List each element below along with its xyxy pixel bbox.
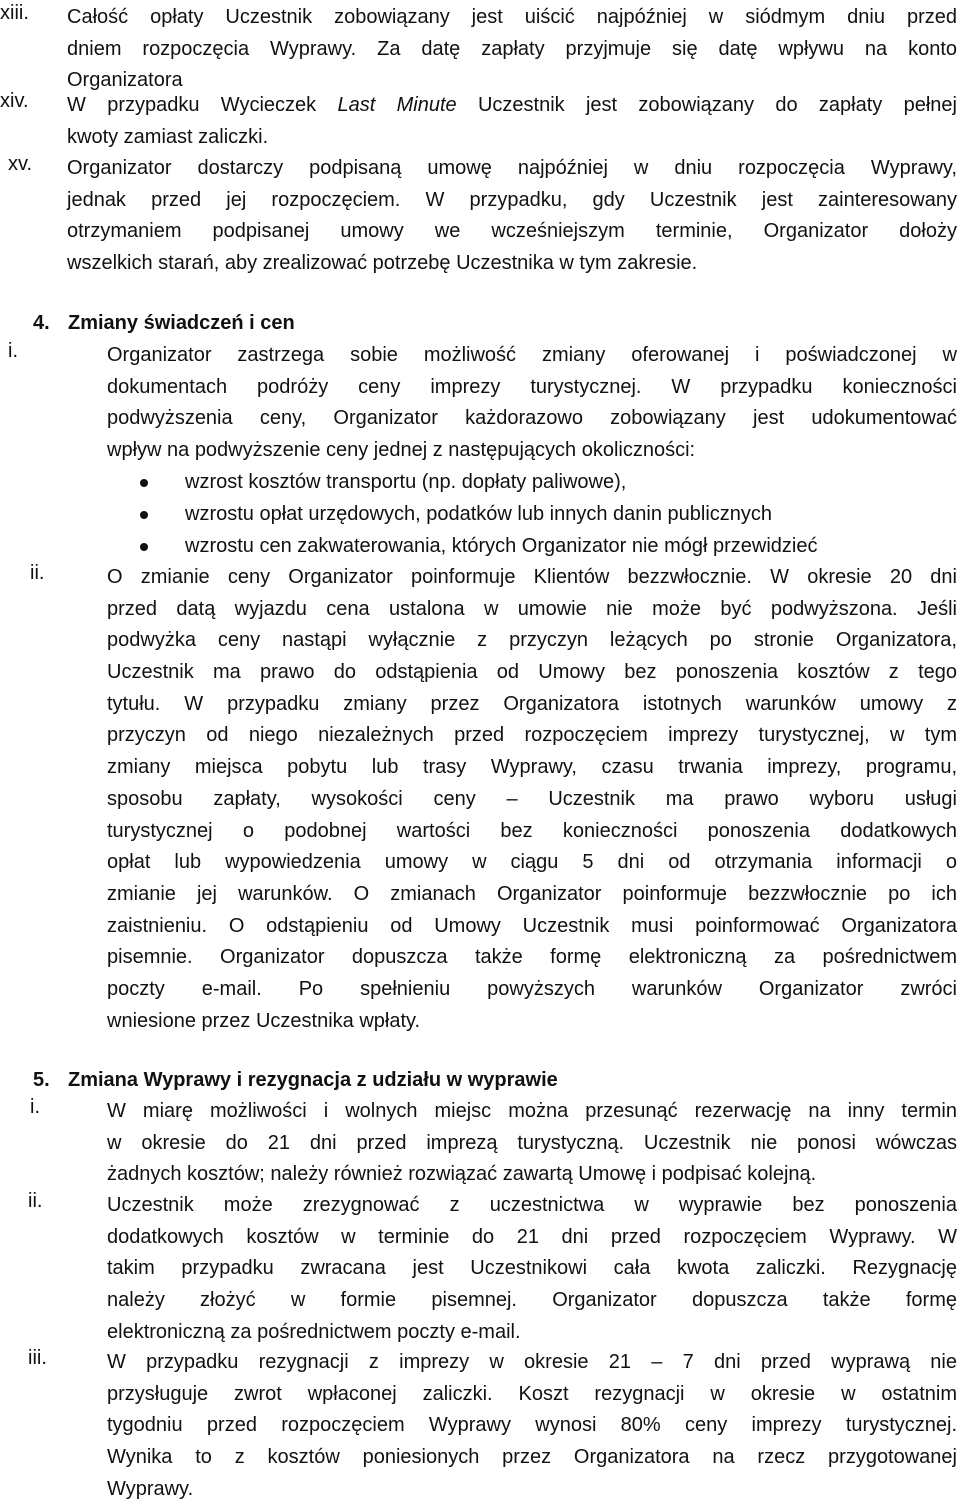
clause-text (67, 2, 957, 97)
text-line: takim przypadku zwracana jest Uczestnikowi cała kwota zaliczki. Rezygnację (107, 1257, 957, 1280)
text-line: Organizator dostarczy podpisaną umowę najpóźniej w dniu rozpoczęcia Wyprawy, (67, 157, 957, 179)
bullet-icon (140, 543, 148, 551)
text-line: tygodniu przed rozpoczęciem Wyprawy wynosi 80% ceny imprezy turystycznej. (107, 1414, 957, 1437)
text-line: Wyprawy. (107, 1477, 194, 1500)
clause-number: ii. (28, 1190, 43, 1212)
text-line: Uczestnik może zrezygnować z uczestnictwa w wyprawie bez ponoszenia (107, 1194, 957, 1216)
text-line: kwoty zamiast zaliczki. (67, 125, 269, 148)
bullet-text: wzrostu cen zakwaterowania, których Organizator nie mógł przewidzieć (185, 535, 818, 557)
text-line: należy złożyć w formie pisemnej. Organizator dopuszcza także formę (107, 1289, 957, 1312)
clause-text (107, 340, 957, 467)
text-line: Całość opłaty Uczestnik zobowiązany jest uiścić najpóźniej w siódmym dniu przed (67, 6, 957, 28)
bullet-item (107, 499, 957, 531)
text-line: zmiany miejsca pobytu lub trasy Wyprawy, czasu trwania imprezy, programu, (107, 756, 957, 779)
clause-number: ii. (30, 562, 45, 584)
text-line: podwyższenia ceny, Organizator każdorazowo zobowiązany jest udokumentować (107, 407, 957, 430)
text-line: wniesione przez Uczestnika wpłaty. (107, 1009, 421, 1032)
text-line: W przypadku rezygnacji z imprezy w okresie 21 – 7 dni przed wyprawą nie (107, 1351, 957, 1373)
text-line: dodatkowych kosztów w terminie do 21 dni przed rozpoczęciem Wyprawy. W (107, 1225, 957, 1248)
text-line: zaistnieniu. O odstąpieniu od Umowy Uczestnik musi poinformować Organizatora (107, 914, 957, 937)
clause-number: xv. (8, 153, 33, 175)
text-line: przyczyn od niego niezależnych przed rozpoczęciem imprezy turystycznej, w tym (107, 724, 957, 747)
text-line: podwyżka ceny nastąpi wyłącznie z przyczyn leżących po stronie Organizatora, (107, 629, 957, 652)
clause-text (107, 1347, 957, 1505)
clause-number: xiv. (0, 90, 29, 112)
text-line: otrzymaniem podpisanej umowy we wcześniejszym terminie, Organizator dołoży (67, 220, 957, 243)
clause-text (107, 1096, 957, 1191)
text-line: dniem rozpoczęcia Wyprawy. Za datę zapłaty przyjmuje się datę wpływu na konto (67, 37, 957, 60)
clause-number: xiii. (0, 2, 29, 24)
clause-text (67, 90, 957, 153)
text-line: zmianie jej warunków. O zmianach Organizator poinformuje bezzwłocznie po ich (107, 882, 957, 905)
text-line: W miarę możliwości i wolnych miejsc można przesunąć rezerwację na inny termin (107, 1100, 957, 1122)
text-line: Uczestnik ma prawo do odstąpienia od Umowy bez ponoszenia kosztów z tego (107, 661, 957, 684)
text-line: wszelkich starań, aby zrealizować potrzebę Uczestnika w tym zakresie. (67, 252, 698, 275)
bullet-icon (140, 479, 148, 487)
clause-text (67, 153, 957, 280)
clause-number: i. (8, 340, 18, 362)
bullet-item (107, 531, 957, 563)
text-line: turystycznej o podobnej wartości bez konieczności ponoszenia dodatkowych (107, 819, 957, 842)
section-number: 5. (33, 1069, 50, 1091)
text-line: elektroniczną za pośrednictwem poczty e-mail. (107, 1320, 521, 1343)
text-line: O zmianie ceny Organizator poinformuje Klientów bezzwłocznie. W okresie 20 dni (107, 566, 957, 588)
bullet-text: wzrost kosztów transportu (np. dopłaty paliwowe), (185, 471, 627, 493)
text-line: jednak przed jej rozpoczęciem. W przypadku, gdy Uczestnik jest zainteresowany (67, 188, 957, 211)
bullet-text: wzrostu opłat urzędowych, podatków lub innych danin publicznych (185, 503, 773, 525)
text-line: opłat lub wypowiedzenia umowy w ciągu 5 dni od otrzymania informacji o (107, 851, 957, 874)
text-line: w okresie do 21 dni przed imprezą turystyczną. Uczestnik nie ponosi wówczas (107, 1131, 957, 1154)
text-line: dokumentach podróży ceny imprezy turystycznej. W przypadku konieczności (107, 375, 957, 398)
clause-number: i. (30, 1096, 40, 1118)
text-line: żadnych kosztów; należy również rozwiązać zawartą Umowę i podpisać kolejną. (107, 1163, 817, 1186)
section-heading-5 (33, 1064, 558, 1096)
clause-number: iii. (28, 1347, 47, 1369)
text-line: pisemnie. Organizator dopuszcza także formę elektroniczną za pośrednictwem (107, 946, 957, 969)
text-line: tytułu. W przypadku zmiany przez Organizatora istotnych warunków umowy z (107, 692, 957, 715)
section-title: Zmiany świadczeń i cen (68, 312, 295, 334)
section-number: 4. (33, 312, 50, 334)
bullet-item (107, 467, 957, 499)
text-line: wpływ na podwyższenie ceny jednej z następujących okoliczności: (107, 439, 696, 462)
clause-text (107, 1190, 957, 1348)
text-line: W przypadku Wycieczek Last Minute Uczestnik jest zobowiązany do zapłaty pełnej (67, 94, 957, 116)
emphasis-text: Last Minute (337, 94, 457, 116)
text-line: przysługuje zwrot wpłaconej zaliczki. Koszt rezygnacji w okresie w ostatnim (107, 1382, 957, 1405)
section-heading-4 (33, 307, 295, 339)
text-line: Wynika to z kosztów poniesionych przez Organizatora na rzecz przygotowanej (107, 1446, 957, 1469)
text-line: sposobu zapłaty, wysokości ceny – Uczestnik ma prawo wyboru usługi (107, 787, 957, 810)
bullet-icon (140, 511, 148, 519)
text-line: Organizatora (67, 69, 183, 92)
text-line: Organizator zastrzega sobie możliwość zmiany oferowanej i poświadczonej w (107, 344, 957, 366)
text-line: poczty e-mail. Po spełnieniu powyższych warunków Organizator zwróci (107, 977, 957, 1000)
clause-text (107, 562, 957, 1037)
section-title: Zmiana Wyprawy i rezygnacja z udziału w wyprawie (68, 1069, 558, 1091)
text-line: przed datą wyjazdu cena ustalona w umowie nie może być podwyższona. Jeśli (107, 597, 957, 620)
